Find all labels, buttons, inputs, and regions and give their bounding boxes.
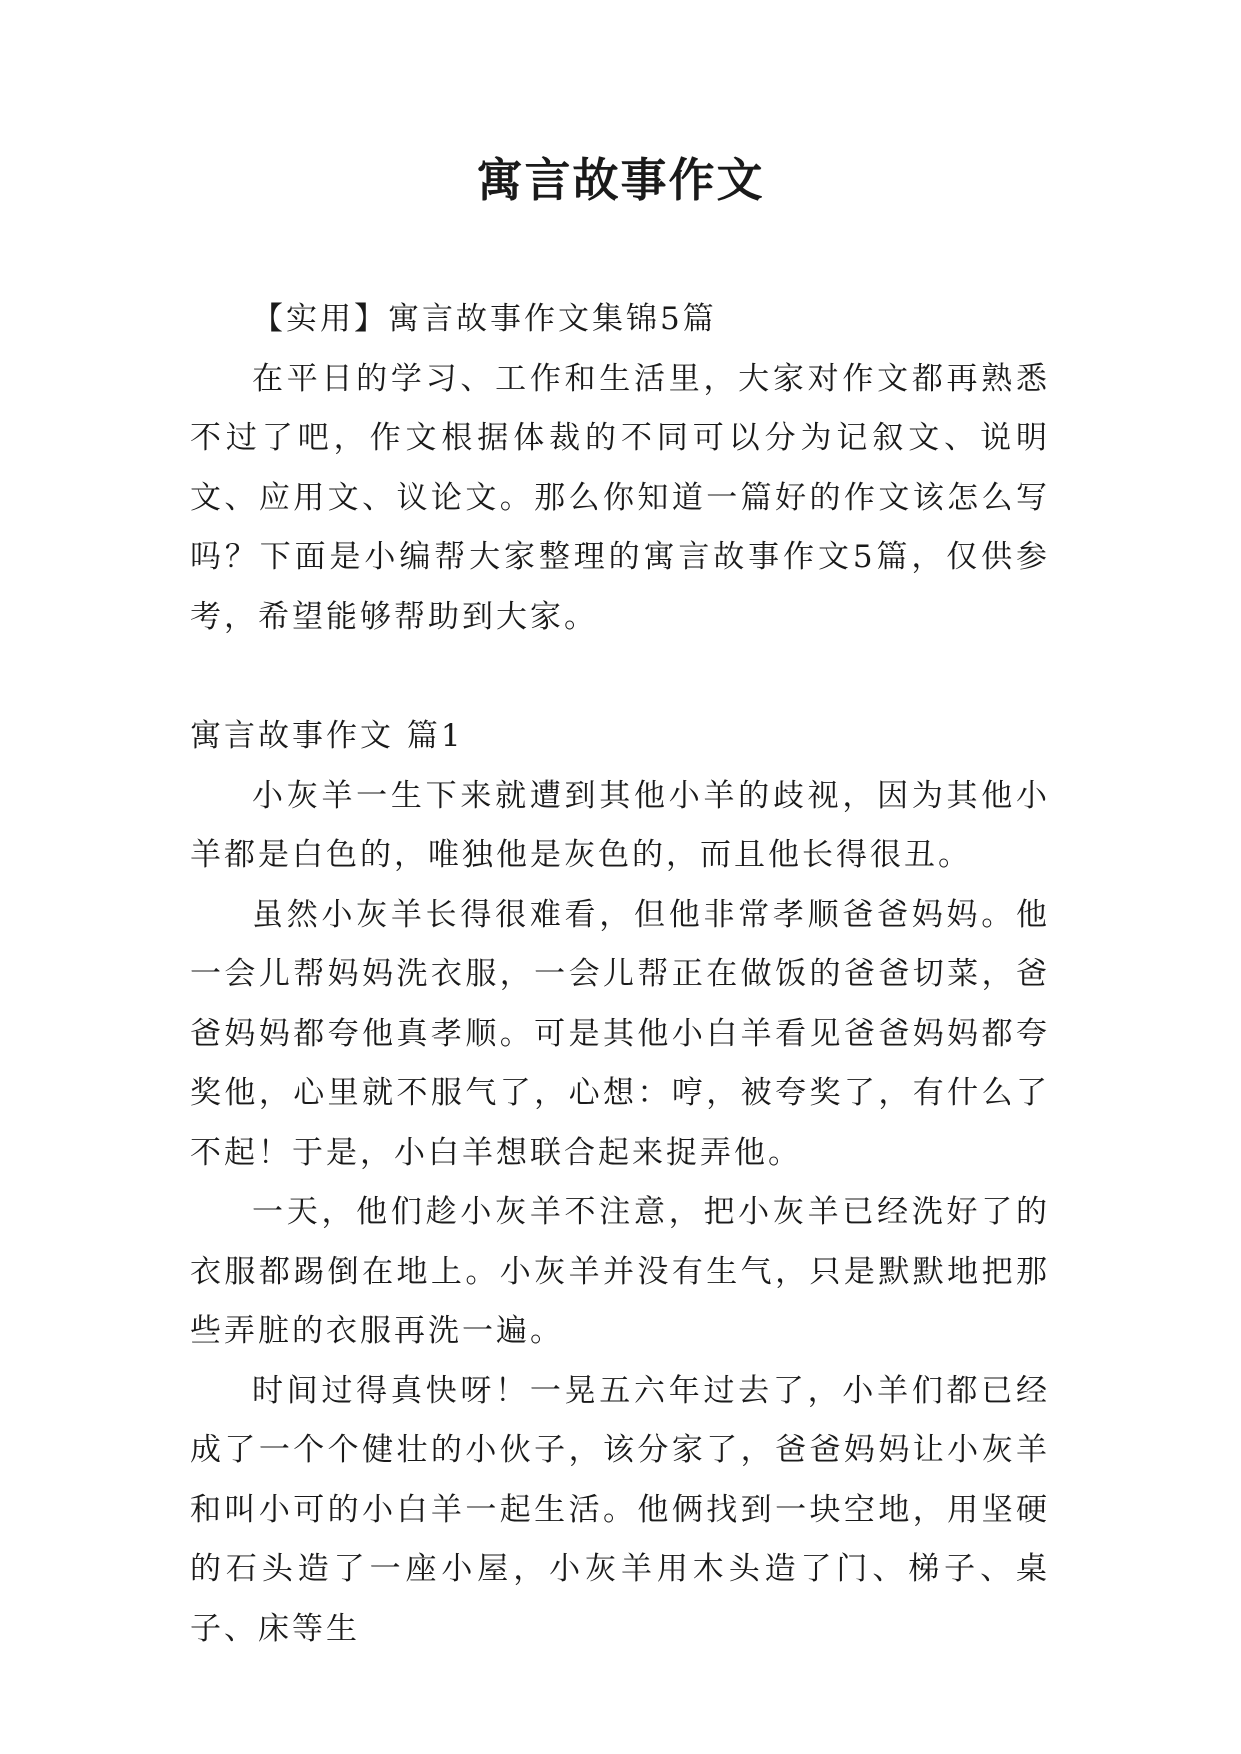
section-heading: 寓言故事作文 篇1: [190, 718, 464, 754]
document-title: 寓言故事作文: [476, 153, 765, 207]
body-paragraph: 一天，他们趁小灰羊不注意，把小灰羊已经洗好了的衣服都踢倒在地上。小灰羊并没有生气，只是默默地把那些弄脏的衣服再洗一遍。: [190, 1194, 1050, 1349]
intro-paragraph: 在平日的学习、工作和生活里，大家对作文都再熟悉不过了吧，作文根据体裁的不同可以分为记叙文、说明文、应用文、议论文。那么你知道一篇好的作文该怎么写吗？下面是小编帮大家整理的寓言故事作文5篇，仅供参考，希望能够帮助到大家。: [190, 360, 1050, 635]
body-paragraph: 虽然小灰羊长得很难看，但他非常孝顺爸爸妈妈。他一会儿帮妈妈洗衣服，一会儿帮正在做饭的爸爸切菜，爸爸妈妈都夸他真孝顺。可是其他小白羊看见爸爸妈妈都夸奖他，心里就不服气了，心想：哼，被夸奖了，有什么了不起！于是，小白羊想联合起来捉弄他。: [190, 896, 1050, 1171]
document-body: [190, 290, 1050, 1659]
body-paragraph: 小灰羊一生下来就遭到其他小羊的歧视，因为其他小羊都是白色的，唯独他是灰色的，而且他长得很丑。: [190, 777, 1050, 873]
document-subtitle: 【实用】寓言故事作文集锦5篇: [252, 301, 717, 337]
body-paragraph: 时间过得真快呀！一晃五六年过去了，小羊们都已经成了一个个健壮的小伙子，该分家了，爸爸妈妈让小灰羊和叫小可的小白羊一起生活。他俩找到一块空地，用坚硬的石头造了一座小屋，小灰羊用木头造了门、梯子、桌子、床等生: [190, 1372, 1050, 1647]
